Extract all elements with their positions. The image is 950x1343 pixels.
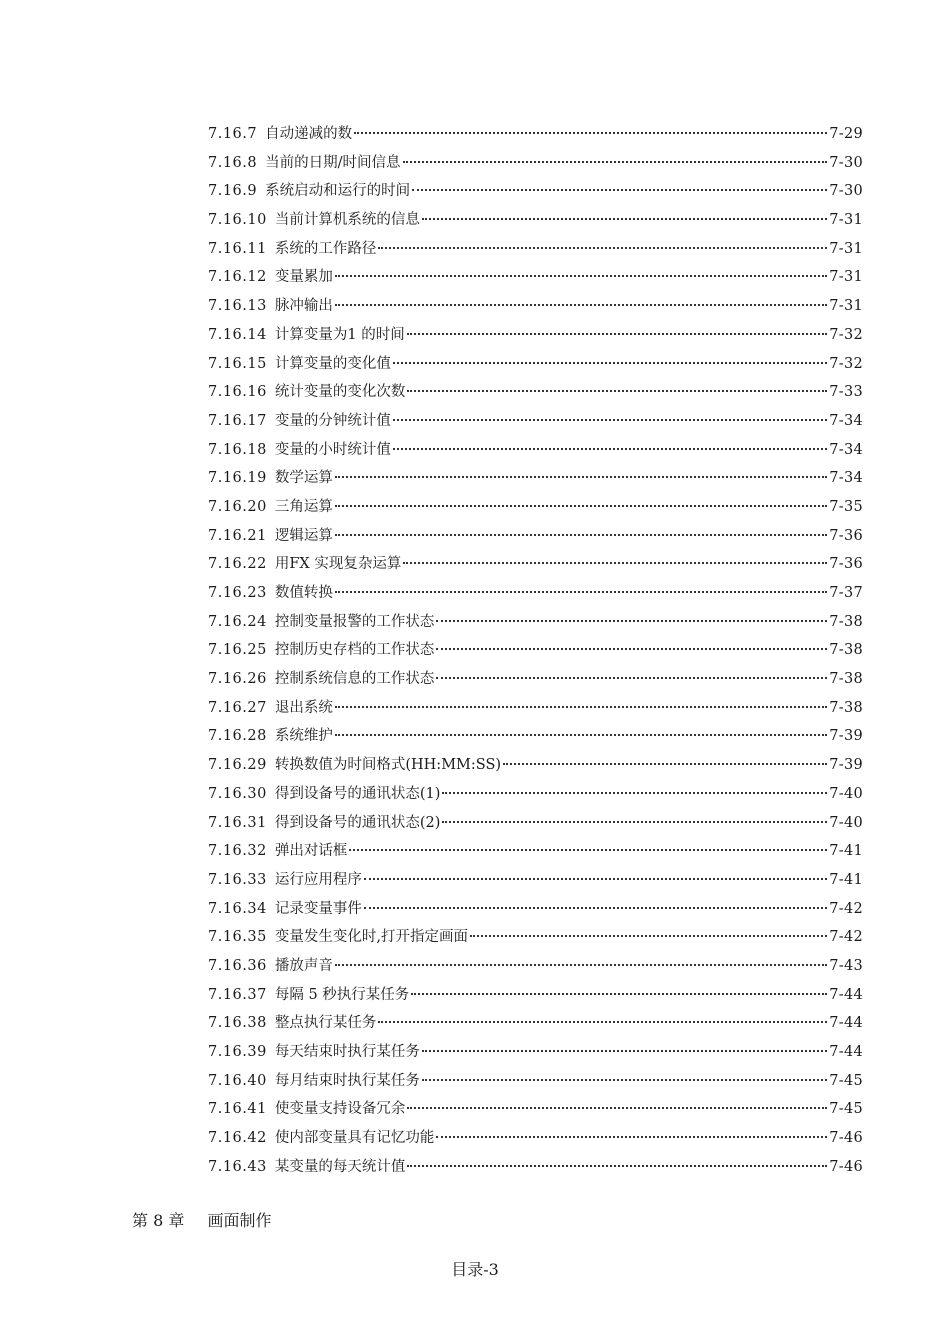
toc-entry-title: 系统的工作路径 bbox=[274, 240, 377, 257]
toc-entry-title: 当前的日期/时间信息 bbox=[265, 154, 401, 171]
toc-entry-number: 7.16.17 bbox=[208, 412, 267, 429]
toc-entry-page: 7-32 bbox=[829, 326, 863, 343]
toc-entry-page: 7-44 bbox=[829, 986, 863, 1003]
toc-entry-page: 7-36 bbox=[829, 556, 863, 573]
toc-dot-leader bbox=[407, 390, 827, 392]
toc-dot-leader bbox=[407, 1165, 827, 1167]
toc-entry-title: 三角运算 bbox=[274, 498, 333, 515]
toc-entry-page: 7-44 bbox=[829, 1044, 863, 1060]
toc-entry-page: 7-32 bbox=[829, 355, 863, 372]
toc-entry-title: 变量累加 bbox=[274, 269, 333, 286]
toc-entry[interactable] bbox=[208, 923, 863, 952]
toc-entry-title: 使变量支持设备冗余 bbox=[274, 1101, 406, 1118]
toc-entry[interactable] bbox=[208, 378, 863, 407]
toc-entry-title: 用FX 实现复杂运算 bbox=[274, 556, 402, 573]
toc-entry-page: 7-34 bbox=[829, 412, 863, 429]
toc-entry-number: 7.16.25 bbox=[208, 642, 267, 659]
toc-entry[interactable] bbox=[208, 694, 863, 723]
toc-entry-number: 7.16.13 bbox=[208, 298, 267, 315]
toc-entry-title: 数值转换 bbox=[274, 585, 333, 601]
toc-dot-leader bbox=[393, 448, 827, 450]
toc-entry-page: 7-29 bbox=[829, 126, 863, 142]
toc-entry[interactable] bbox=[208, 1038, 863, 1067]
toc-entry[interactable] bbox=[208, 493, 863, 522]
toc-entry-number: 7.16.26 bbox=[208, 671, 267, 688]
toc-dot-leader bbox=[335, 534, 827, 536]
toc-dot-leader bbox=[470, 935, 827, 937]
toc-entry[interactable] bbox=[208, 809, 863, 838]
toc-entry-number: 7.16.18 bbox=[208, 441, 267, 458]
toc-entry-number: 7.16.9 bbox=[208, 183, 258, 200]
toc-dot-leader bbox=[403, 562, 827, 564]
toc-entry-title: 整点执行某任务 bbox=[274, 1015, 377, 1032]
toc-entry-number: 7.16.14 bbox=[208, 326, 267, 343]
toc-entry-title: 变量的小时统计值 bbox=[274, 441, 391, 458]
toc-entry-page: 7-38 bbox=[829, 699, 863, 716]
toc-entry-title: 播放声音 bbox=[274, 957, 333, 974]
toc-entry-page: 7-42 bbox=[829, 929, 863, 946]
toc-entry[interactable] bbox=[208, 522, 863, 551]
toc-entry-title: 退出系统 bbox=[274, 699, 333, 716]
page-footer: 目录-3 bbox=[451, 1260, 499, 1279]
toc-entry[interactable] bbox=[208, 263, 863, 292]
toc-entry[interactable] bbox=[208, 407, 863, 436]
toc-entry[interactable] bbox=[208, 464, 863, 493]
toc-entry-number: 7.16.42 bbox=[208, 1130, 267, 1147]
toc-entry-number: 7.16.35 bbox=[208, 929, 267, 946]
toc-entry-number: 7.16.39 bbox=[208, 1044, 267, 1060]
toc-entry-number: 7.16.24 bbox=[208, 613, 267, 630]
toc-entry-title: 使内部变量具有记忆功能 bbox=[274, 1130, 435, 1147]
toc-dot-leader bbox=[393, 362, 827, 364]
toc-entry-page: 7-35 bbox=[829, 498, 863, 515]
toc-dot-leader bbox=[378, 1021, 827, 1023]
toc-entry-number: 7.16.36 bbox=[208, 957, 267, 974]
toc-entry-page: 7-30 bbox=[829, 183, 863, 200]
toc-entry-page: 7-38 bbox=[829, 613, 863, 630]
toc-entry-title: 控制变量报警的工作状态 bbox=[274, 613, 435, 630]
toc-dot-leader bbox=[335, 964, 827, 966]
toc-entry-number: 7.16.23 bbox=[208, 585, 267, 601]
toc-dot-leader bbox=[335, 304, 827, 306]
toc-entry-number: 7.16.8 bbox=[208, 154, 258, 171]
toc-entry-page: 7-39 bbox=[829, 728, 863, 745]
toc-entry-page: 7-46 bbox=[829, 1130, 863, 1147]
toc-entry-number: 7.16.21 bbox=[208, 527, 267, 544]
toc-dot-leader bbox=[422, 1079, 827, 1081]
toc-entry-number: 7.16.15 bbox=[208, 355, 267, 372]
toc-entry-page: 7-31 bbox=[829, 212, 863, 229]
toc-entry-number: 7.16.12 bbox=[208, 269, 267, 286]
toc-entry-number: 7.16.11 bbox=[208, 240, 267, 257]
toc-entry-number: 7.16.16 bbox=[208, 384, 267, 401]
toc-entry-title: 系统启动和运行的时间 bbox=[265, 183, 411, 200]
toc-entry[interactable] bbox=[208, 436, 863, 465]
toc-entry-title: 统计变量的变化次数 bbox=[274, 384, 406, 401]
toc-entry-title: 每月结束时执行某任务 bbox=[274, 1072, 420, 1089]
toc-entry-number: 7.16.34 bbox=[208, 900, 267, 917]
toc-entry-title: 变量发生变化时,打开指定画面 bbox=[274, 929, 468, 946]
toc-dot-leader bbox=[436, 620, 827, 622]
toc-entry-page: 7-45 bbox=[829, 1101, 863, 1118]
toc-entry-page: 7-30 bbox=[829, 154, 863, 171]
toc-entry-title: 系统维护 bbox=[274, 728, 333, 745]
toc-entry-number: 7.16.38 bbox=[208, 1015, 267, 1032]
toc-dot-leader bbox=[335, 476, 827, 478]
toc-dot-leader bbox=[442, 821, 827, 823]
toc-entry[interactable] bbox=[208, 206, 863, 235]
toc-entry-page: 7-45 bbox=[829, 1072, 863, 1089]
toc-entry-number: 7.16.19 bbox=[208, 470, 267, 487]
toc-entry-page: 7-40 bbox=[829, 814, 863, 831]
toc-entry-title: 某变量的每天统计值 bbox=[274, 1158, 406, 1175]
toc-entry-page: 7-31 bbox=[829, 269, 863, 286]
toc-entry-page: 7-36 bbox=[829, 527, 863, 544]
toc-dot-leader bbox=[335, 505, 827, 507]
toc-entry[interactable] bbox=[208, 722, 863, 751]
toc-entry[interactable] bbox=[208, 866, 863, 895]
toc-dot-leader bbox=[407, 333, 828, 335]
toc-dot-leader bbox=[335, 734, 827, 736]
toc-entry-number: 7.16.10 bbox=[208, 212, 267, 229]
toc-entry-title: 弹出对话框 bbox=[274, 843, 348, 860]
toc-dot-leader bbox=[442, 792, 827, 794]
table-of-contents bbox=[208, 120, 863, 1181]
toc-entry-title: 计算变量的变化值 bbox=[274, 355, 391, 372]
toc-dot-leader bbox=[436, 648, 827, 650]
toc-entry[interactable] bbox=[208, 550, 863, 579]
toc-dot-leader bbox=[403, 161, 828, 163]
toc-dot-leader bbox=[422, 1050, 827, 1052]
toc-entry[interactable] bbox=[208, 981, 863, 1010]
toc-entry[interactable] bbox=[208, 1009, 863, 1038]
toc-dot-leader bbox=[364, 907, 827, 909]
toc-dot-leader bbox=[335, 706, 827, 708]
toc-entry-number: 7.16.43 bbox=[208, 1158, 267, 1175]
toc-entry-page: 7-38 bbox=[829, 671, 863, 688]
toc-entry[interactable] bbox=[208, 1095, 863, 1124]
toc-entry[interactable] bbox=[208, 1153, 863, 1182]
toc-dot-leader bbox=[335, 275, 827, 277]
toc-entry[interactable] bbox=[208, 177, 863, 206]
toc-dot-leader bbox=[393, 419, 827, 421]
toc-entry[interactable] bbox=[208, 895, 863, 924]
toc-dot-leader bbox=[412, 189, 827, 191]
toc-dot-leader bbox=[503, 763, 827, 765]
toc-entry[interactable] bbox=[208, 292, 863, 321]
toc-entry-page: 7-44 bbox=[829, 1015, 863, 1032]
toc-entry-page: 7-31 bbox=[829, 298, 863, 315]
chapter-number: 第 8 章 bbox=[132, 1211, 185, 1230]
toc-entry-title: 变量的分钟统计值 bbox=[274, 412, 391, 429]
toc-entry[interactable] bbox=[208, 751, 863, 780]
toc-dot-leader bbox=[354, 132, 827, 134]
toc-entry[interactable] bbox=[208, 235, 863, 264]
toc-entry-number: 7.16.33 bbox=[208, 871, 267, 888]
toc-entry-page: 7-46 bbox=[829, 1158, 863, 1175]
toc-entry[interactable] bbox=[208, 952, 863, 981]
toc-entry-number: 7.16.30 bbox=[208, 785, 267, 802]
toc-entry-number: 7.16.28 bbox=[208, 728, 267, 745]
toc-entry-title: 每天结束时执行某任务 bbox=[274, 1044, 420, 1060]
toc-entry-page: 7-42 bbox=[829, 900, 863, 917]
toc-entry-title: 控制系统信息的工作状态 bbox=[274, 671, 435, 688]
toc-entry-title: 数学运算 bbox=[274, 470, 333, 487]
toc-entry-number: 7.16.31 bbox=[208, 814, 267, 831]
toc-entry-title: 每隔 5 秒执行某任务 bbox=[274, 986, 410, 1003]
toc-entry-number: 7.16.32 bbox=[208, 843, 267, 860]
chapter-heading bbox=[132, 1208, 271, 1231]
toc-entry-number: 7.16.27 bbox=[208, 699, 267, 716]
toc-entry-number: 7.16.20 bbox=[208, 498, 267, 515]
toc-entry-page: 7-39 bbox=[829, 757, 863, 774]
toc-entry-page: 7-34 bbox=[829, 470, 863, 487]
toc-entry-number: 7.16.22 bbox=[208, 556, 267, 573]
toc-entry-title: 自动递减的数 bbox=[265, 126, 353, 142]
toc-entry-number: 7.16.29 bbox=[208, 757, 267, 774]
toc-dot-leader bbox=[436, 1136, 827, 1138]
toc-entry[interactable] bbox=[208, 579, 863, 608]
toc-entry[interactable] bbox=[208, 608, 863, 637]
toc-entry-title: 脉冲输出 bbox=[274, 298, 333, 315]
toc-entry-page: 7-41 bbox=[829, 871, 863, 888]
toc-entry-number: 7.16.37 bbox=[208, 986, 267, 1003]
toc-dot-leader bbox=[378, 247, 827, 249]
toc-entry-title: 转换数值为时间格式(HH:MM:SS) bbox=[274, 757, 502, 774]
toc-entry[interactable] bbox=[208, 665, 863, 694]
toc-entry-title: 当前计算机系统的信息 bbox=[274, 212, 420, 229]
toc-entry-page: 7-37 bbox=[829, 585, 863, 601]
toc-entry-title: 得到设备号的通讯状态(1) bbox=[274, 785, 441, 802]
toc-dot-leader bbox=[364, 878, 827, 880]
toc-entry-number: 7.16.41 bbox=[208, 1101, 267, 1118]
toc-entry-page: 7-38 bbox=[829, 642, 863, 659]
toc-dot-leader bbox=[407, 1107, 827, 1109]
toc-entry-title: 得到设备号的通讯状态(2) bbox=[274, 814, 441, 831]
toc-entry-page: 7-31 bbox=[829, 240, 863, 257]
toc-dot-leader bbox=[335, 591, 827, 593]
toc-entry[interactable] bbox=[208, 1124, 863, 1153]
toc-entry-title: 记录变量事件 bbox=[274, 900, 362, 917]
toc-dot-leader bbox=[422, 218, 827, 220]
toc-entry[interactable] bbox=[208, 837, 863, 866]
chapter-title: 画面制作 bbox=[207, 1211, 272, 1230]
toc-entry-title: 控制历史存档的工作状态 bbox=[274, 642, 435, 659]
toc-entry-page: 7-43 bbox=[829, 957, 863, 974]
toc-dot-leader bbox=[411, 993, 827, 995]
toc-entry-number: 7.16.7 bbox=[208, 126, 258, 142]
toc-entry-page: 7-34 bbox=[829, 441, 863, 458]
toc-entry-page: 7-33 bbox=[829, 384, 863, 401]
toc-entry[interactable] bbox=[208, 780, 863, 809]
toc-entry[interactable] bbox=[208, 321, 863, 350]
toc-entry-number: 7.16.40 bbox=[208, 1072, 267, 1089]
toc-entry[interactable] bbox=[208, 149, 863, 178]
toc-entry-page: 7-41 bbox=[829, 843, 863, 860]
toc-dot-leader bbox=[436, 677, 827, 679]
toc-entry[interactable] bbox=[208, 350, 863, 379]
toc-entry-title: 计算变量为1 的时间 bbox=[274, 326, 405, 343]
toc-entry[interactable] bbox=[208, 636, 863, 665]
toc-dot-leader bbox=[349, 849, 827, 851]
toc-entry[interactable] bbox=[208, 120, 863, 149]
toc-entry-title: 运行应用程序 bbox=[274, 871, 362, 888]
toc-entry-page: 7-40 bbox=[829, 785, 863, 802]
toc-entry-title: 逻辑运算 bbox=[274, 527, 333, 544]
toc-entry[interactable] bbox=[208, 1067, 863, 1096]
